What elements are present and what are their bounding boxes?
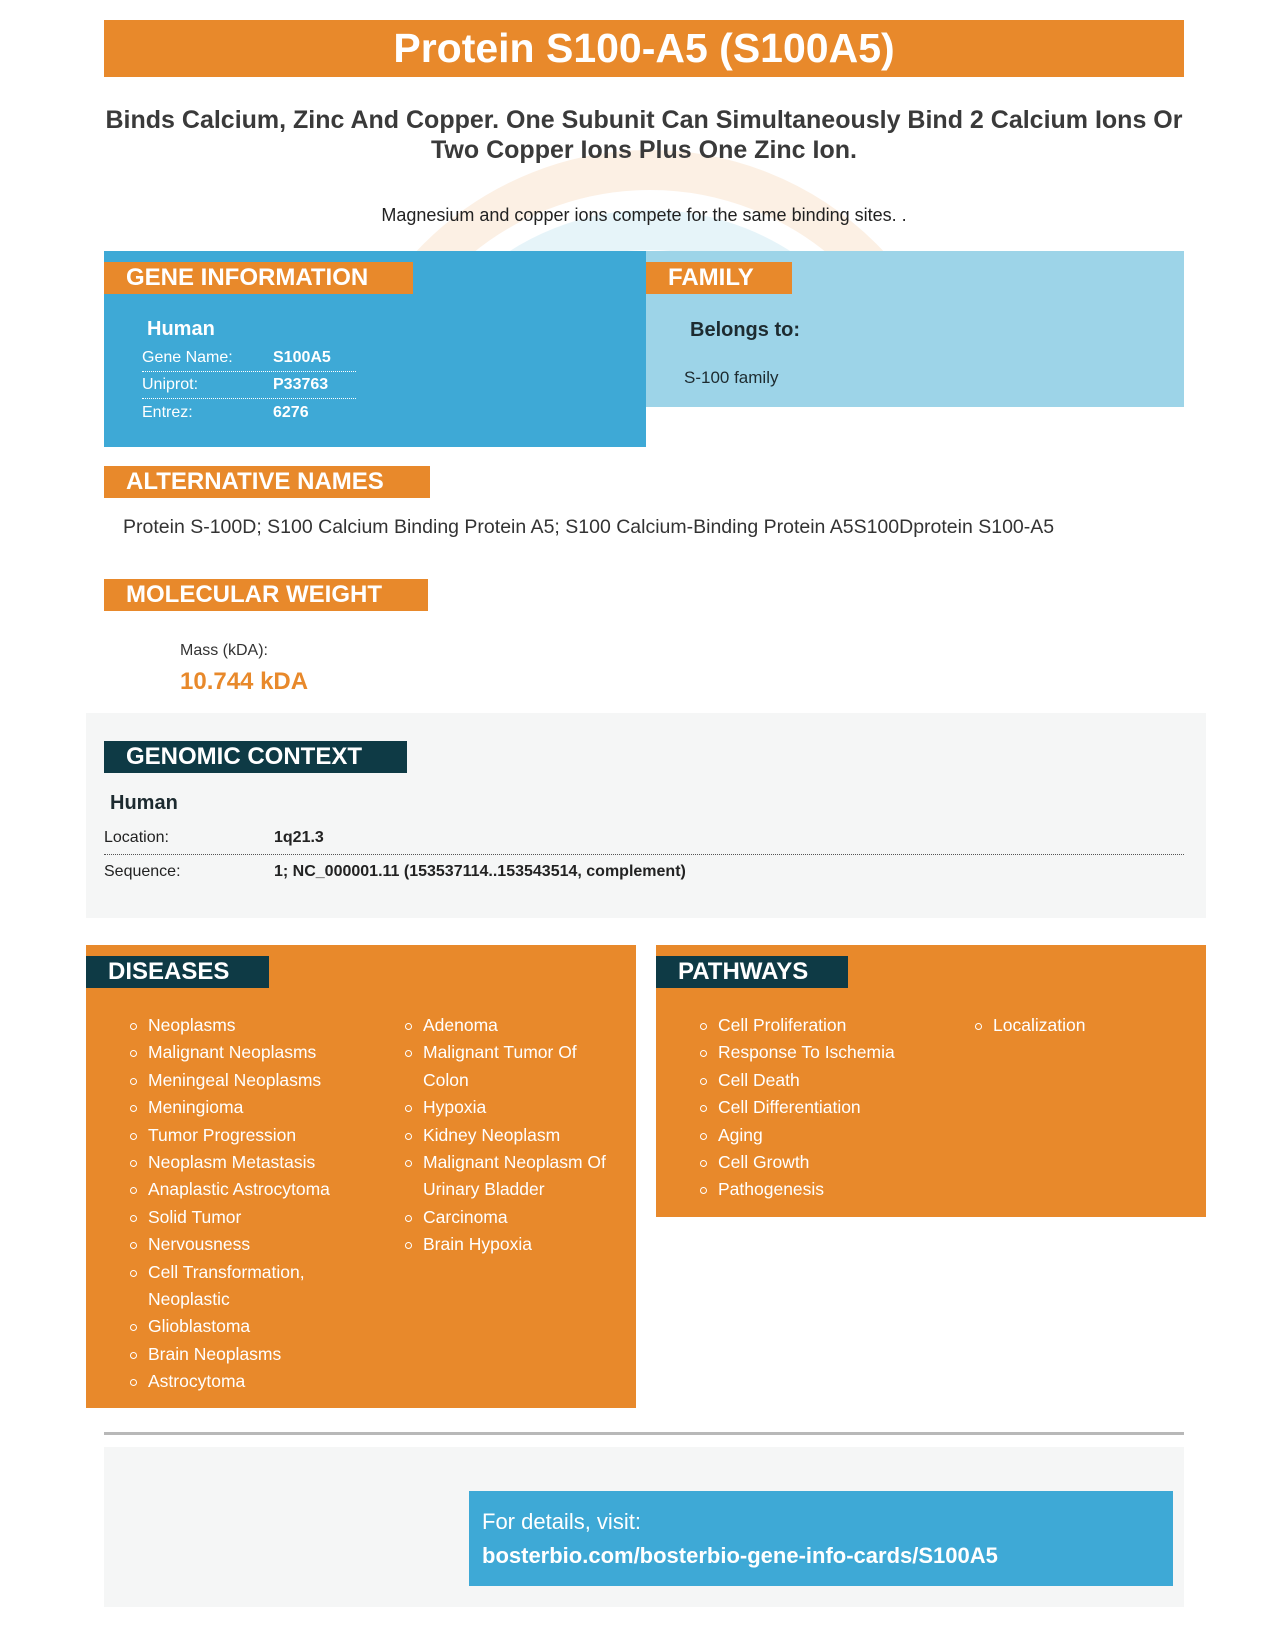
pathway-item: Localization bbox=[975, 1012, 1185, 1039]
family-heading: FAMILY bbox=[646, 262, 792, 294]
genomic-context-heading: GENOMIC CONTEXT bbox=[104, 741, 407, 773]
details-label: For details, visit: bbox=[482, 1509, 641, 1534]
pathways-list-col1 bbox=[700, 1012, 945, 1204]
gene-row-value: S100A5 bbox=[273, 349, 331, 366]
footer-divider bbox=[104, 1432, 1184, 1435]
gene-species: Human bbox=[147, 318, 215, 340]
molecular-weight-heading: MOLECULAR WEIGHT bbox=[104, 579, 428, 611]
protein-summary: Binds Calcium, Zinc And Copper. One Subunit Can Simultaneously Bind 2 Calcium Ions Or Two Copper Ions Plus One Zinc Ion. bbox=[105, 106, 1183, 164]
genomic-row-key: Sequence: bbox=[104, 863, 181, 880]
disease-item: Glioblastoma bbox=[130, 1313, 375, 1340]
disease-item: Kidney Neoplasm bbox=[405, 1122, 615, 1149]
disease-item: Meningioma bbox=[130, 1094, 375, 1121]
disease-item: Meningeal Neoplasms bbox=[130, 1067, 375, 1094]
alternative-names-text: Protein S-100D; S100 Calcium Binding Protein A5; S100 Calcium-Binding Protein A5S100Dprotein S100-A5 bbox=[123, 516, 1055, 538]
pathway-item: Response To Ischemia bbox=[700, 1039, 945, 1066]
diseases-heading: DISEASES bbox=[86, 956, 269, 988]
disease-item: Adenoma bbox=[405, 1012, 615, 1039]
disease-item: Malignant Neoplasms bbox=[130, 1039, 375, 1066]
gene-row-name bbox=[142, 345, 356, 372]
gene-row-value: 6276 bbox=[273, 403, 309, 421]
genomic-row-value: 1q21.3 bbox=[274, 828, 324, 846]
disease-item: Neoplasms bbox=[130, 1012, 375, 1039]
disease-item: Tumor Progression bbox=[130, 1122, 375, 1149]
genomic-row-location bbox=[104, 821, 1184, 855]
disease-item: Hypoxia bbox=[405, 1094, 615, 1121]
diseases-list-col2 bbox=[405, 1012, 615, 1259]
gene-row-key: Entrez: bbox=[142, 403, 193, 421]
disease-item: Carcinoma bbox=[405, 1204, 615, 1231]
pathway-item: Pathogenesis bbox=[700, 1176, 945, 1203]
pathways-list-col2 bbox=[975, 1012, 1185, 1039]
genomic-species: Human bbox=[110, 792, 178, 814]
gene-row-uniprot bbox=[142, 372, 356, 399]
pathway-item: Cell Differentiation bbox=[700, 1094, 945, 1121]
disease-item: Cell Transformation, Neoplastic bbox=[130, 1259, 375, 1314]
genomic-row-value: 1; NC_000001.11 (153537114..153543514, complement) bbox=[274, 863, 686, 880]
pathway-item: Cell Proliferation bbox=[700, 1012, 945, 1039]
disease-item: Brain Hypoxia bbox=[405, 1231, 615, 1258]
page-title: Protein S100-A5 (S100A5) bbox=[104, 20, 1184, 77]
disease-item: Brain Neoplasms bbox=[130, 1341, 375, 1368]
details-link-box[interactable] bbox=[469, 1491, 1173, 1586]
mass-value: 10.744 kDA bbox=[180, 668, 309, 695]
protein-description: Magnesium and copper ions compete for the same binding sites. . bbox=[381, 205, 907, 225]
disease-item: Neoplasm Metastasis bbox=[130, 1149, 375, 1176]
genomic-row-key: Location: bbox=[104, 828, 169, 846]
disease-item: Astrocytoma bbox=[130, 1368, 375, 1395]
disease-item: Solid Tumor bbox=[130, 1204, 375, 1231]
disease-item: Nervousness bbox=[130, 1231, 375, 1258]
mass-label: Mass (kDA): bbox=[180, 642, 268, 659]
family-value: S-100 family bbox=[684, 368, 779, 387]
disease-item: Anaplastic Astrocytoma bbox=[130, 1176, 375, 1203]
diseases-list-col1 bbox=[130, 1012, 375, 1396]
alternative-names-heading: ALTERNATIVE NAMES bbox=[104, 466, 430, 498]
gene-information-heading: GENE INFORMATION bbox=[104, 262, 413, 294]
pathways-heading: PATHWAYS bbox=[656, 956, 848, 988]
disease-item: Malignant Tumor Of Colon bbox=[405, 1039, 615, 1094]
pathway-item: Cell Death bbox=[700, 1067, 945, 1094]
genomic-row-sequence bbox=[104, 855, 1184, 889]
details-url-link[interactable]: bosterbio.com/bosterbio-gene-info-cards/S100A5 bbox=[482, 1543, 998, 1568]
pathway-item: Aging bbox=[700, 1122, 945, 1149]
pathway-item: Cell Growth bbox=[700, 1149, 945, 1176]
gene-row-value: P33763 bbox=[273, 376, 329, 393]
disease-item: Malignant Neoplasm Of Urinary Bladder bbox=[405, 1149, 615, 1204]
gene-row-entrez bbox=[142, 399, 356, 426]
family-belongs-label: Belongs to: bbox=[690, 319, 800, 341]
gene-row-key: Gene Name: bbox=[142, 349, 233, 366]
gene-row-key: Uniprot: bbox=[142, 376, 199, 393]
